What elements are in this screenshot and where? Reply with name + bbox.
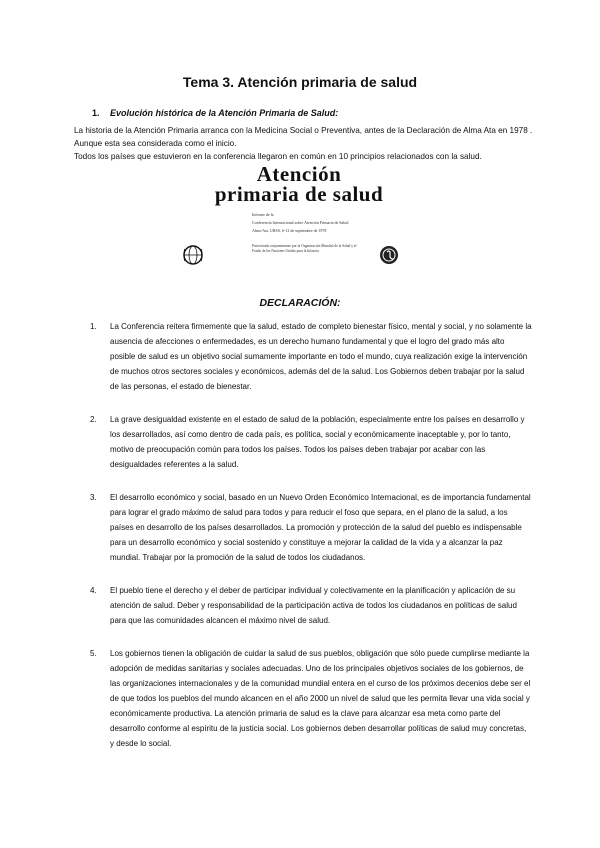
intro-paragraph: La historia de la Atención Primaria arranca con la Medicina Social o Preventiva, antes de la Declaración de Alma Ata en 1978 . Aunque esta sea considerada como el inicio. [74,126,533,148]
item-number: 2. [90,415,97,424]
who-emblem-icon [182,244,204,266]
item-text: Los gobiernos tienen la obligación de cuidar la salud de sus pueblos, obligación que sólo puede cumplirse mediante la adopción de medidas sanitarias y sociales adecuadas. Uno de los principales objetivos sociales de los gobiernos, de las organizaciones internacionales y de la comunidad mundial entera en el curso de los próximos decenios debe ser el de que todos los pueblos del mundo alcancen en el año 2000 un nivel de salud que les permita llevar una vida social y económicamente productiva. La atención primaria de salud es la clave para alcanzar esa meta como parte del desarrollo conforme al espíritu de la justicia social. Los gobiernos deben desarrollar políticas de salud muy concretas, y desde lo social. [110,649,531,748]
item-text: La grave desigualdad existente en el estado de salud de la población, especialmente entre los países en desarrollo y los desarrollados, así como dentro de cada país, es política, social y económicamente inaceptable y, por lo tanto, motivo de preocupación común para todos los países. Todos los países deben trabajar por acabar con las desigualdades referentes a la salud. [110,415,525,469]
cover-title-line-2: primaria de salud [214,182,384,206]
list-item [92,490,532,565]
cover-subtitle-line-3: Alma-Ata, URSS, 6-12 de septiembre de 1978 [252,228,327,233]
item-text: El desarrollo económico y social, basado en un Nuevo Orden Económico Internacional, es de importancia fundamental para lograr el grado máximo de salud para todos y para reducir el foso que separa, en el plano de la salud, a los países en desarrollo de los países desarrollados. La promoción y protección de la salud del pueblo es indispensable para un desarrollo económico y social sostenido y constituye a mejorar la calidad de la vida y a alcanzar la paz mundial. Trabajar por la promoción de la salud de todos los ciudadanos. [110,493,531,562]
item-number: 5. [90,649,97,658]
item-number: 3. [90,493,97,502]
cover-title-line-1: Atención [256,162,342,186]
cover-subtitle-line-1: Informe de la [252,212,274,217]
declaration-heading: DECLARACIÓN: [259,297,341,309]
cover-subtitle-line-2: Conferencia Internacional sobre Atención Primaria de Salud [252,220,349,225]
intro-paragraph: Todos los países que estuvieron en la conferencia llegaron en común en 10 principios relacionados con la salud. [74,152,482,161]
section-heading [92,108,338,118]
section-number: 1. [92,108,100,118]
item-number: 4. [90,586,97,595]
cover-publisher: Patrocinada conjuntamente por la Organización Mundial de la Salud y el Fondo de las Naciones Unidas para la Infancia [252,244,357,253]
list-item [92,412,532,472]
declaration-list [92,319,532,751]
list-item [92,646,532,751]
section-heading-text: Evolución histórica de la Atención Primaria de Salud: [110,108,339,118]
item-number: 1. [90,322,97,331]
cover-subtitle [252,211,402,235]
item-text: El pueblo tiene el derecho y el deber de participar individual y colectivamente en la planificación y aplicación de su atención de salud. Deber y responsabilidad de la participación activa de todos los ciudadanos en políticas de salud para que las comunidades alcancen el máximo nivel de salud. [110,586,517,625]
page-title: Tema 3. Atención primaria de salud [182,74,418,90]
cover-title [176,164,422,204]
intro-text [74,124,534,163]
list-item [92,319,532,394]
report-cover-image [176,164,422,272]
unicef-emblem-icon [378,244,400,266]
item-text: La Conferencia reitera firmemente que la salud, estado de completo bienestar físico, mental y social, y no solamente la ausencia de afecciones o enfermedades, es un derecho humano fundamental y que el logro del grado más alto posible de salud es un objetivo social sumamente importante en todo el mundo, cuya realización exige la intervención de muchos otros sectores sociales y económicos, además del de la salud. Los Gobiernos deben trabajar por la salud de las personas, el estado de bienestar. [110,322,532,391]
list-item [92,583,532,628]
